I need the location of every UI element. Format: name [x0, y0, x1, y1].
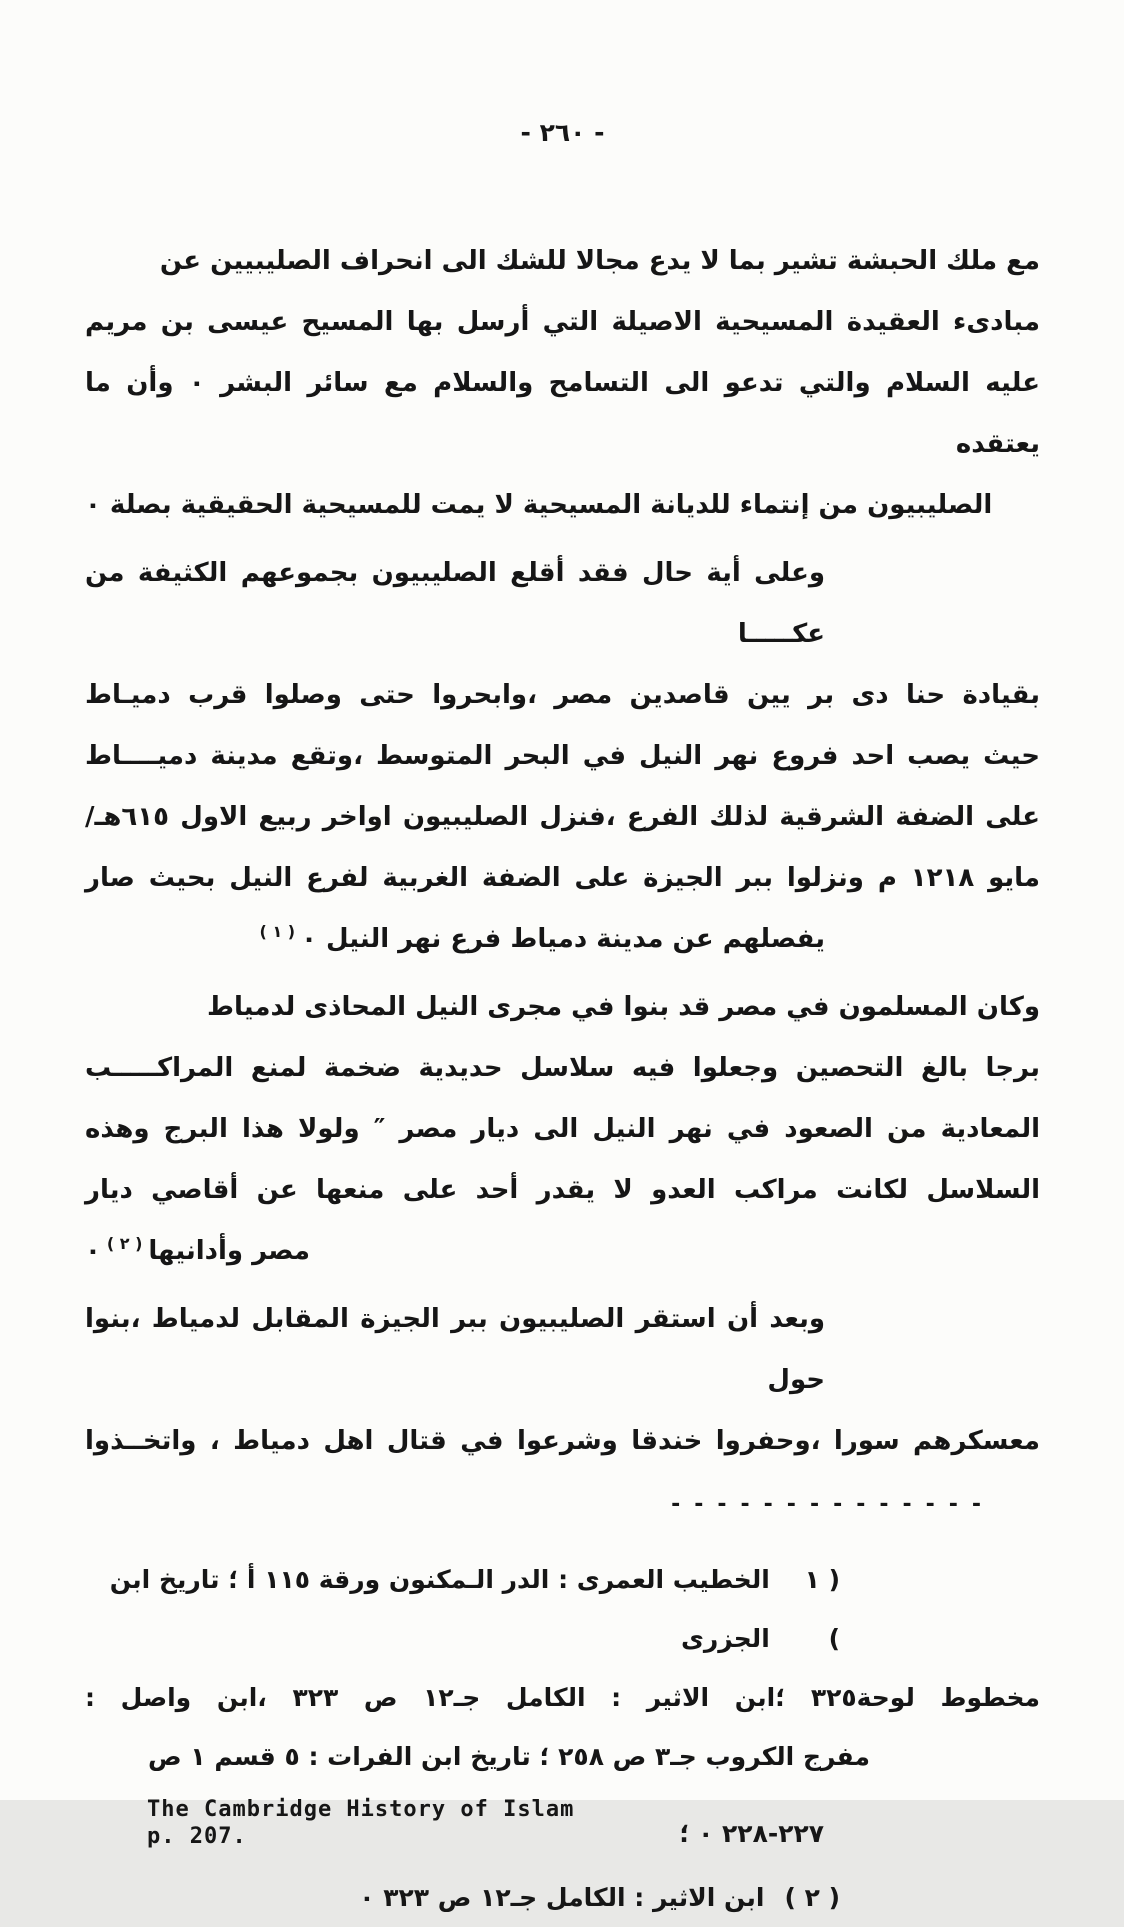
paragraph — [85, 543, 1040, 970]
body-line: حيث يصب احد فروع نهر النيل في البحر المتوسط ،وتقع مدينة دميــــاط — [85, 741, 1040, 771]
body-line: مايو ١٢١٨ م ونزلوا ببر الجيزة على الضفة الغربية لفرع النيل بحيث صار — [85, 863, 1040, 893]
body-line: برجا بالغ التحصين وجعلوا فيه سلاسل حديدية ضخمة لمنع المراكـــــب — [85, 1053, 1040, 1083]
body-line: معسكرهم سورا ،وحفروا خندقا وشرعوا في قتال اهل دمياط ، واتخــذوا — [85, 1426, 1040, 1456]
body-line: وعلى أية حال فقد أقلع الصليبيون بجموعهم الكثيفة من عكـــــا — [85, 558, 825, 649]
footnote-text: مخطوط لوحة٣٢٥ ؛ابن الاثير : الكامل جـ١٢ ص ٣٢٣ ،ابن واصل : — [85, 1683, 1040, 1712]
body-line: مع ملك الحبشة تشير بما لا يدع مجالا للشك الى انحراف الصليبيين عن — [159, 246, 1040, 276]
footnote-text: الخطيب العمرى : الدر الـمكنون ورقة ١١٥ أ ؛ تاريخ ابن الجزرى — [109, 1565, 770, 1653]
footnote-2 — [85, 1868, 1040, 1927]
footnote-1 — [85, 1550, 1040, 1850]
latin-citation: The Cambridge History of Islam p. 207. — [147, 1797, 575, 1849]
body-line — [85, 1221, 1040, 1282]
paragraph — [85, 1289, 1040, 1472]
footnote-separator: -------------- — [671, 1492, 995, 1517]
paragraph — [85, 231, 1040, 536]
body-line-text: مصر وأدانيها — [148, 1236, 310, 1266]
footnote-ref-1: ( ١ ) — [259, 922, 296, 942]
footnote-latin-row — [85, 1796, 1040, 1850]
body-line: السلاسل لكانت مراكب العدو لا يقدر أحد على منعها عن أقاصي ديار — [85, 1175, 1040, 1205]
footnote-page-range: ٢٢٧-٢٢٨ ٠ ؛ — [679, 1819, 824, 1848]
body-line: مبادىء العقيدة المسيحية الاصيلة التي أرسل بها المسيح عيسى بن مريم — [85, 307, 1040, 337]
sentence-period: ٠ — [85, 1236, 101, 1266]
body-line: على الضفة الشرقية لذلك الفرع ،فنزل الصليبيون اواخر ربيع الاول ٦١٥هـ/ — [85, 802, 1040, 832]
body-line — [85, 909, 1040, 970]
footnotes-section — [85, 1494, 1040, 1927]
footnote-first-line — [85, 1868, 1040, 1927]
body-line: الصليبيون من إنتماء للديانة المسيحية لا يمت للمسيحية الحقيقية بصلة ٠ — [85, 490, 993, 520]
footnote-ref-2: ( ٢ ) — [106, 1234, 143, 1254]
body-line-text: يفصلهم عن مدينة دمياط فرع نهر النيل ٠ — [301, 924, 825, 954]
footnote-first-line — [85, 1550, 1040, 1668]
body-line: بقيادة حنا دى بر يين قاصدين مصر ،وابحروا حتى وصلوا قرب دميـاط — [85, 680, 1040, 710]
body-line: المعادية من الصعود في نهر النيل الى ديار مصر ″ ولولا هذا البرج وهذه — [85, 1114, 1040, 1144]
page-number: - ٢٦٠ - — [520, 118, 605, 147]
body-line: وبعد أن استقر الصليبيون ببر الجيزة المقابل لدمياط ،بنوا حول — [85, 1304, 825, 1395]
body-line: وكان المسلمون في مصر قد بنوا في مجرى النيل المحاذى لدمياط — [206, 992, 1040, 1022]
footnote-marker: ( ١ ) — [804, 1565, 840, 1653]
footnote-text: ابن الاثير : الكامل جـ١٢ ص ٣٢٣ ٠ — [359, 1883, 765, 1912]
body-line: عليه السلام والتي تدعو الى التسامح والسلام مع سائر البشر ٠ وأن ما يعتقده — [85, 368, 1040, 459]
footnote-marker: ( ٢ ) — [784, 1883, 840, 1912]
footnote-text: مفرج الكروب جـ٣ ص ٢٥٨ ؛ تاريخ ابن الفرات : ٥ قسم ١ ص — [148, 1742, 870, 1771]
document-body — [85, 231, 1040, 1472]
paragraph — [85, 977, 1040, 1282]
